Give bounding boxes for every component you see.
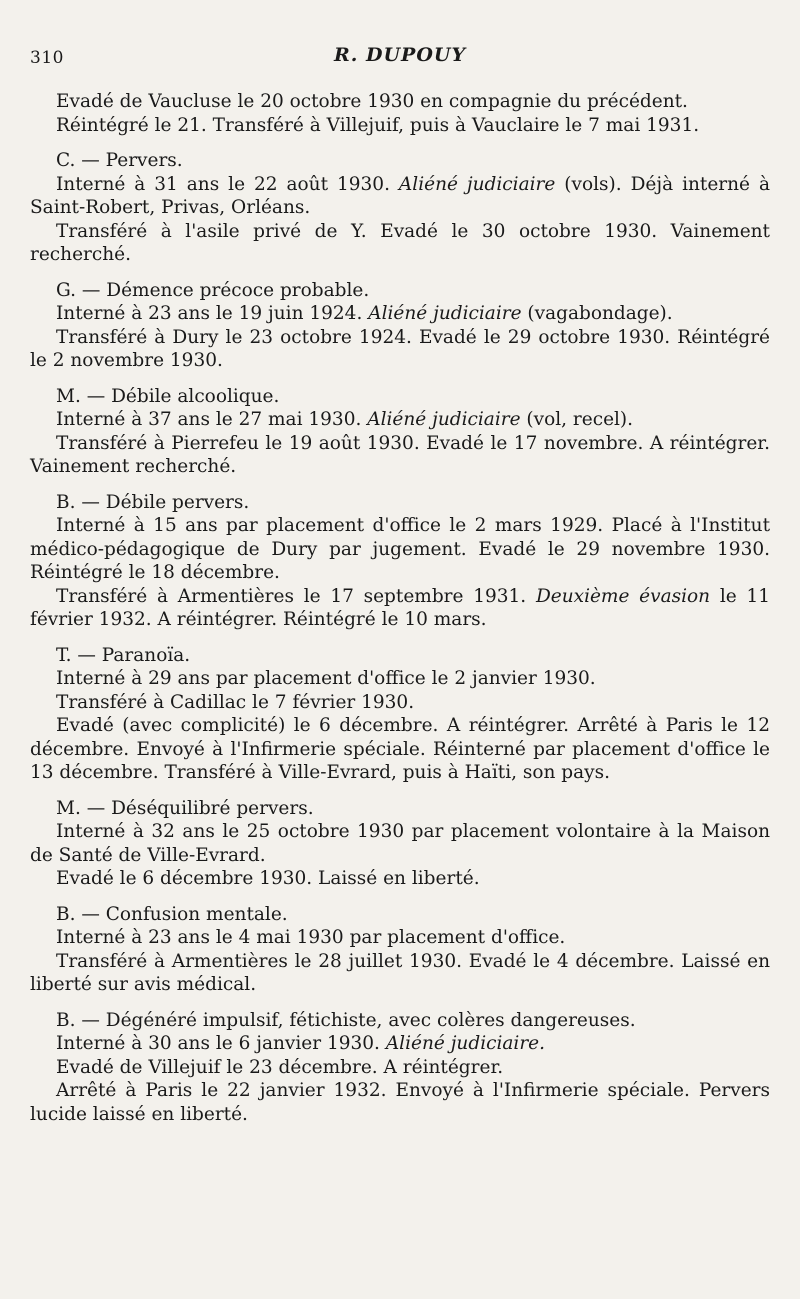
paragraph [30,1032,770,1056]
italic-term: Aliéné judiciaire [398,173,556,195]
case-entry [30,279,770,373]
paragraph: Interné à 23 ans le 4 mai 1930 par placement d'office. [56,927,566,948]
case-heading: M. — Déséquilibré pervers. [56,797,314,819]
italic-term: Aliéné judiciaire [368,303,522,324]
text-run: Interné à 37 ans le 27 mai 1930. [56,409,368,430]
case-heading: B. — Dégénéré impulsif, fétichiste, avec colères dangereuses. [56,1009,636,1031]
case-heading: G. — Démence précoce probable. [56,279,370,301]
case-entry [30,903,770,997]
paragraph [30,302,770,326]
running-head: R. DUPOUY [333,44,467,66]
text-run: Interné à 31 ans le 22 août 1930. [56,173,399,195]
case-heading: B. — Confusion mentale. [56,903,288,925]
paragraph [30,173,770,220]
body-text [30,90,770,1126]
paragraph: Transféré à Cadillac le 7 février 1930. [56,691,415,713]
text-run: Interné à 30 ans le 6 janvier 1930. [56,1033,386,1054]
case-entry [30,797,770,891]
case-heading: T. — Paranoïa. [56,644,191,666]
case-entry [30,491,770,632]
case-heading: C. — Pervers. [56,150,183,171]
paragraph: Evadé le 6 décembre 1930. Laissé en liberté. [56,868,480,889]
paragraph: Transféré à Dury le 23 octobre 1924. Evadé le 29 octobre 1930. Réintégré le 2 novembre 1930. [30,326,770,371]
paragraph: Interné à 15 ans par placement d'office le 2 mars 1929. Placé à l'Institut médico-pédagogique de Dury par jugement. Evadé le 29 novembre 1930. Réintégré le 18 décembre. [30,515,770,583]
page-number: 310 [30,48,64,68]
paragraph: Transféré à Armentières le 28 juillet 1930. Evadé le 4 décembre. Laissé en liberté sur avis médical. [30,950,770,995]
paragraph: Réintégré le 21. Transféré à Villejuif, puis à Vauclaire le 7 mai 1931. [56,114,700,136]
case-entry [30,385,770,479]
paragraph: Evadé de Vaucluse le 20 octobre 1930 en compagnie du précédent. [56,91,688,112]
paragraph [30,408,770,432]
case-entry [30,149,770,267]
case-heading: B. — Débile pervers. [56,491,250,513]
case-entry [30,1009,770,1127]
text-run: le 11 février 1932. A réintégrer. Réintégré le 10 mars. [30,585,770,630]
italic-term: Aliéné judiciaire [367,409,521,430]
text-run: Interné à 23 ans le 19 juin 1924. [56,303,369,324]
text-run: (vagabondage). [521,303,673,324]
case-heading: M. — Débile alcoolique. [56,385,280,407]
paragraph: Arrêté à Paris le 22 janvier 1932. Envoyé à l'Infirmerie spéciale. Pervers lucide laissé en liberté. [30,1080,770,1125]
paragraph: Transféré à l'asile privé de Y. Evadé le 30 octobre 1930. Vainement recherché. [30,220,770,265]
case-entry [30,644,770,785]
italic-term: Aliéné judiciaire. [385,1033,546,1054]
text-run: (vols). Déjà interné à Saint-Robert, Privas, Orléans. [30,173,770,218]
text-run: (vol, recel). [520,409,634,430]
paragraph: Interné à 29 ans par placement d'office le 2 janvier 1930. [56,668,596,689]
paragraph [30,585,770,632]
text-run: Transféré à Armentières le 17 septembre 1931. [56,585,536,607]
paragraph: Evadé de Villejuif le 23 décembre. A réintégrer. [56,1056,504,1078]
paragraph: Interné à 32 ans le 25 octobre 1930 par placement volontaire à la Maison de Santé de Ville-Evrard. [30,821,770,866]
italic-term: Deuxième évasion [535,585,711,607]
paragraph: Evadé (avec complicité) le 6 décembre. A réintégrer. Arrêté à Paris le 12 décembre. Envoyé à l'Infirmerie spéciale. Réinterné par placement d'office le 13 décembre. Transféré à Ville-Evrard, puis à Haïti, son pays. [30,715,770,783]
paragraph: Transféré à Pierrefeu le 19 août 1930. Evadé le 17 novembre. A réintégrer. Vainement recherché. [30,432,770,477]
intro-block [30,90,770,137]
